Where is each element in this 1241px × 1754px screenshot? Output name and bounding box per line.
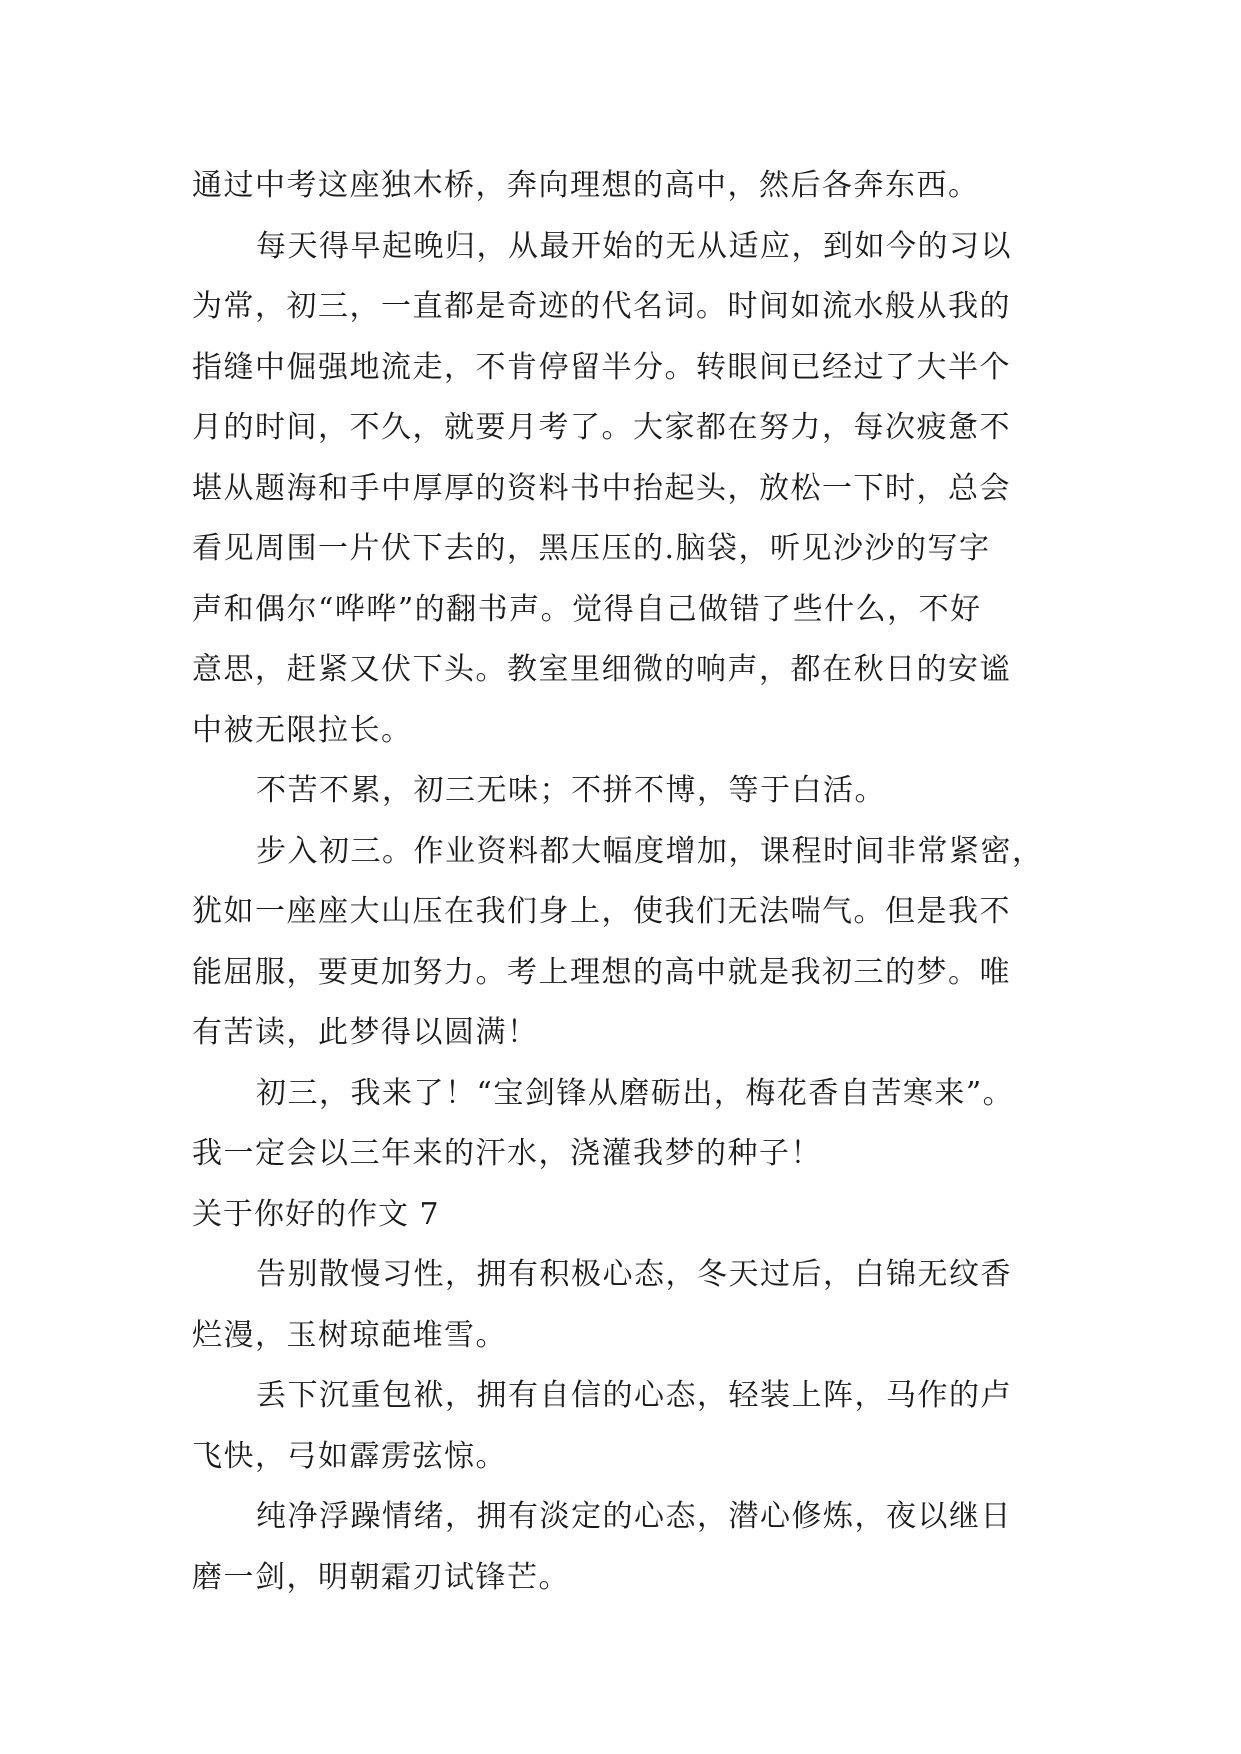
- text-line: 纯净浮躁情绪，拥有淡定的心态，潜心修炼，夜以继日: [256, 1499, 1012, 1534]
- text-line: 堪从题海和手中厚厚的资料书中抬起头，放松一下时，总会: [192, 470, 1011, 506]
- text-line: 初三，我来了！“宝剑锋从磨砺出，梅花香自苦寒来”。: [256, 1075, 1015, 1111]
- text-line: 通过中考这座独木桥，奔向理想的高中，然后各奔东西。: [192, 168, 980, 203]
- text-line: 声和偶尔“哗哗”的翻书声。觉得自己做错了些什么，不好: [192, 591, 982, 627]
- text-line: 犹如一座座大山压在我们身上，使我们无法喘气。但是我不: [192, 894, 1011, 929]
- text-line: 为常，初三，一直都是奇迹的代名词。时间如流水般从我的: [192, 289, 1011, 324]
- text-line: 磨一剑，明朝霜刃试锋芒。: [192, 1559, 570, 1595]
- text-line: 不苦不累，初三无味；不拼不博，等于白活。: [256, 773, 886, 808]
- text-line: 能屈服，要更加努力。考上理想的高中就是我初三的梦。唯: [192, 954, 1011, 990]
- text-line: 意思，赶紧又伏下头。教室里细微的响声，都在秋日的安谧: [192, 652, 1011, 687]
- text-line: 烂漫，玉树琼葩堆雪。: [192, 1317, 507, 1353]
- text-line: 月的时间，不久，就要月考了。大家都在努力，每次疲惫不: [192, 410, 1011, 445]
- text-line: 丢下沉重包袱，拥有自信的心态，轻装上阵，马作的卢: [256, 1378, 1012, 1413]
- text-line: 步入初三。作业资料都大幅度增加，课程时间非常紧密，: [256, 833, 1044, 869]
- text-line: 我一定会以三年来的汗水，浇灌我梦的种子！: [192, 1136, 822, 1171]
- text-line: 告别散慢习性，拥有积极心态，冬天过后，白锦无纹香: [256, 1257, 1012, 1292]
- text-line: 有苦读，此梦得以圆满！: [192, 1015, 539, 1050]
- text-line: 中被无限拉长。: [192, 712, 413, 748]
- text-line: 指缝中倔强地流走，不肯停留半分。转眼间已经过了大半个: [192, 349, 1011, 385]
- text-line: 每天得早起晚归，从最开始的无从适应，到如今的习以: [256, 228, 1012, 264]
- text-line: 飞快，弓如霹雳弦惊。: [192, 1438, 507, 1474]
- section-heading: 关于你好的作文 7: [192, 1196, 440, 1232]
- body-text: [192, 156, 1072, 1608]
- text-line: 看见周围一片伏下去的，黑压压的.脑袋，听见沙沙的写字: [192, 531, 991, 566]
